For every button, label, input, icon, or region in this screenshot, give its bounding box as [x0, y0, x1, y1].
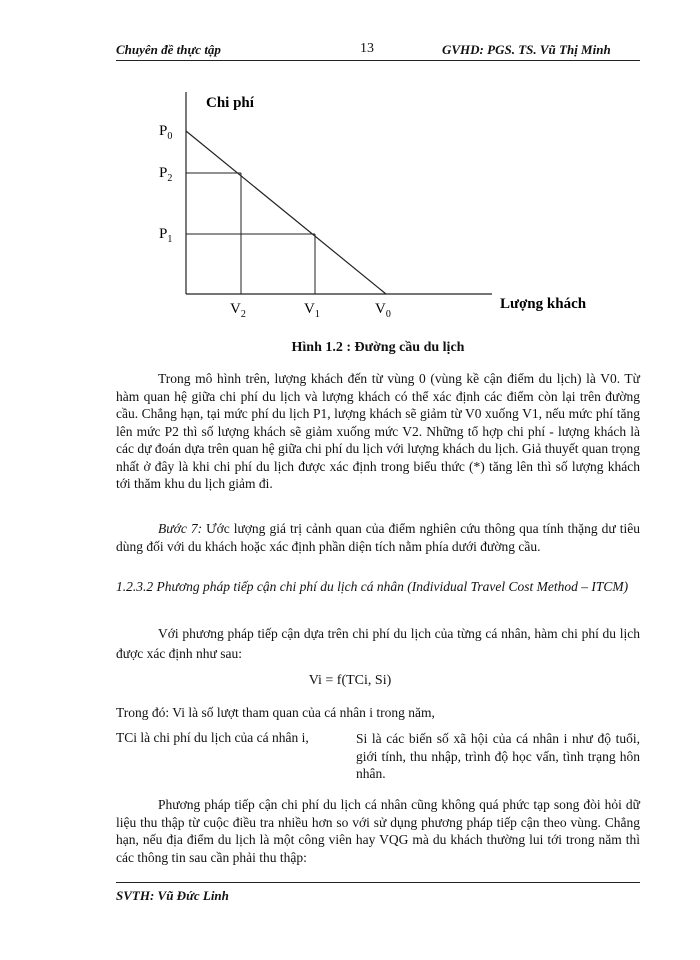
step-label: Bước 7: — [158, 521, 203, 536]
x-tick-v0: $V_0$ — [375, 301, 391, 320]
step-text: Ước lượng giá trị cảnh quan của điểm nghiên cứu thông qua tính thặng dư tiêu dùng đối với du khách hoặc xác định phần diện tích nằm phía dưới đường cầu. — [116, 521, 640, 554]
y-tick-p0: $P_0$ — [159, 123, 173, 142]
paragraph-itcm-data: Phương pháp tiếp cận chi phí du lịch cá nhân cũng không quá phức tạp song đòi hỏi dữ liệu thu thập từ cuộc điều tra nhiều hơn so với sử dụng phương pháp tiếp cận theo vùng. Chẳng hạn, nếu địa điểm du lịch là một công viên hay VQG mà du khách thường lui tới trong năm thì các thông tin sau cần phải thu thập: — [116, 797, 640, 865]
x-tick-v1: $V_1$ — [304, 301, 320, 320]
paragraph-itcm-intro: Với phương pháp tiếp cận dựa trên chi phí du lịch của từng cá nhân, hàm chi phí du lịch được xác định như sau: — [116, 626, 640, 661]
x-axis-label: Lượng khách — [500, 296, 587, 312]
paragraph-model: Trong mô hình trên, lượng khách đến từ vùng 0 (vùng kề cận điểm du lịch) là V0. Từ hàm quan hệ giữa chi phí du lịch và lượng khách có thể xác định các điểm còn lại trên đường cầu. Chẳng hạn, tại mức phí du lịch P1, lượng khách sẽ giảm từ V0 xuống V1, nếu mức phí tăng lên mức P2 thì số lượng khách sẽ giảm xuống mức V2. Những tổ hợp chi phí - lượng khách là các dự đoán dựa trên quan hệ giữa chi phí du lịch với lượng khách du lịch. Giả thuyết quan trọng nhất ở đây là khi chi phí du lịch được xác định trong biểu thức (*) tăng lên thì số lượng khách tới thăm khu du lịch giảm đi. — [116, 371, 640, 491]
header-advisor: GVHD: PGS. TS. Vũ Thị Minh — [442, 42, 611, 57]
formula: Vi = f(TCi, Si) — [308, 673, 392, 688]
section-heading-itcm: 1.2.3.2 Phương pháp tiếp cận chi phí du lịch cá nhân (Individual Travel Cost Method – ITCM) — [116, 579, 629, 594]
demand-curve-line — [186, 131, 386, 294]
y-tick-p2: $P_2$ — [159, 165, 173, 184]
definition-vi: Trong đó: Vi là số lượt tham quan của cá nhân i trong năm, — [116, 705, 435, 720]
page-number: 13 — [360, 41, 374, 56]
x-tick-v2: $V_2$ — [230, 301, 246, 320]
figure-caption: Hình 1.2 : Đường cầu du lịch — [291, 340, 465, 355]
footer-author: SVTH: Vũ Đức Linh — [116, 888, 229, 903]
footer-rule — [116, 882, 640, 883]
definition-si: Si là các biến số xã hội của cá nhân i như độ tuổi, giới tính, thu nhập, trình độ học vấn, tình trạng hôn nhân. — [356, 731, 640, 781]
demand-curve-chart — [0, 0, 700, 340]
header-title: Chuyên đề thực tập — [116, 42, 221, 57]
y-tick-p1: $P_1$ — [159, 226, 173, 245]
y-axis-label: Chi phí — [206, 95, 254, 111]
paragraph-step-7 — [116, 520, 640, 555]
definition-tci: TCi là chi phí du lịch của cá nhân i, — [116, 730, 309, 745]
